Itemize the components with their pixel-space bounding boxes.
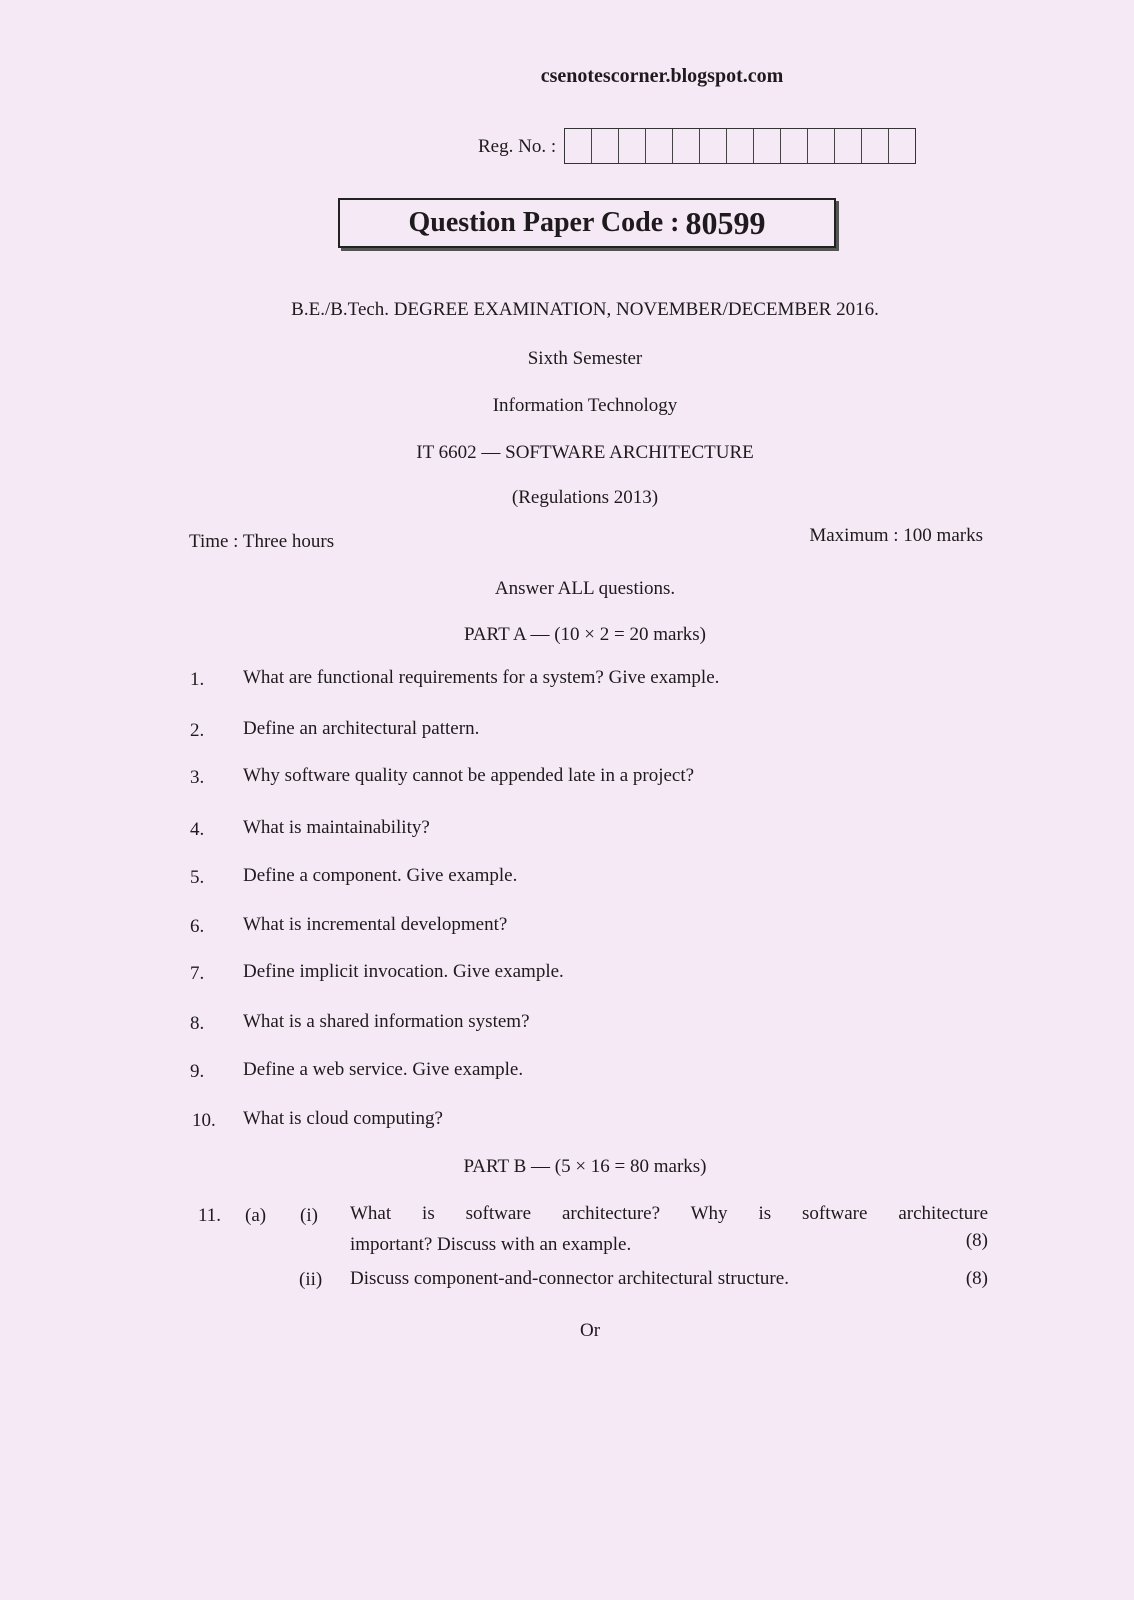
course-title: IT 6602 — SOFTWARE ARCHITECTURE: [416, 442, 754, 463]
maximum-marks: Maximum : 100 marks: [809, 525, 983, 546]
question-part-label: (a): [245, 1205, 267, 1226]
subquestion-label: (i): [300, 1205, 318, 1226]
question-number: 7.: [190, 963, 205, 984]
regulations: (Regulations 2013): [511, 487, 659, 508]
question-number: 1.: [190, 669, 205, 690]
question-number: 4.: [190, 819, 205, 840]
website-watermark: csenotescorner.blogspot.com: [540, 65, 784, 87]
reg-no-label: Reg. No. :: [478, 135, 557, 157]
question-paper-code-box: [338, 198, 836, 248]
marks: (8): [965, 1230, 988, 1251]
time-allowed: Time : Three hours: [189, 531, 335, 552]
question-text: Define an architectural pattern.: [243, 718, 480, 739]
question-paper-code-label: Question Paper Code :: [408, 207, 680, 238]
subquestion-label: (ii): [299, 1269, 323, 1290]
question-number: 2.: [190, 720, 205, 741]
part-b-title: PART B — (5 × 16 = 80 marks): [463, 1156, 707, 1177]
question-text: Define implicit invocation. Give example.: [243, 961, 564, 982]
question-number: 10.: [192, 1110, 216, 1131]
reg-no-boxes[interactable]: [564, 128, 916, 164]
subquestion-text: What is software architecture? Why is software architecture: [350, 1203, 988, 1224]
question-text: What is maintainability?: [243, 817, 430, 838]
semester: Sixth Semester: [527, 348, 643, 369]
question-number: 8.: [190, 1013, 205, 1034]
question-text: Define a web service. Give example.: [243, 1059, 524, 1080]
subquestion-text-cont: important? Discuss with an example.: [350, 1234, 632, 1255]
question-text: What is a shared information system?: [243, 1011, 530, 1032]
part-a-title: PART A — (10 × 2 = 20 marks): [464, 624, 706, 645]
instruction: Answer ALL questions.: [494, 578, 676, 599]
exam-title: B.E./B.Tech. DEGREE EXAMINATION, NOVEMBER/DECEMBER 2016.: [291, 299, 879, 320]
marks: (8): [965, 1268, 988, 1289]
reg-no: [478, 128, 916, 164]
question-number: 9.: [190, 1061, 205, 1082]
question-number: 11.: [198, 1205, 222, 1226]
or-separator: Or: [580, 1320, 601, 1341]
question-text: What is incremental development?: [243, 914, 508, 935]
subquestion-text: Discuss component-and-connector architectural structure.: [350, 1268, 789, 1289]
question-text: What is cloud computing?: [243, 1108, 443, 1129]
question-paper-code: 80599: [685, 204, 766, 241]
question-text: Define a component. Give example.: [243, 865, 518, 886]
question-number: 3.: [190, 767, 205, 788]
question-number: 6.: [190, 916, 205, 937]
question-text: What are functional requirements for a system? Give example.: [243, 667, 720, 688]
question-text: Why software quality cannot be appended late in a project?: [243, 765, 695, 786]
question-number: 5.: [190, 867, 205, 888]
department: Information Technology: [492, 395, 678, 416]
